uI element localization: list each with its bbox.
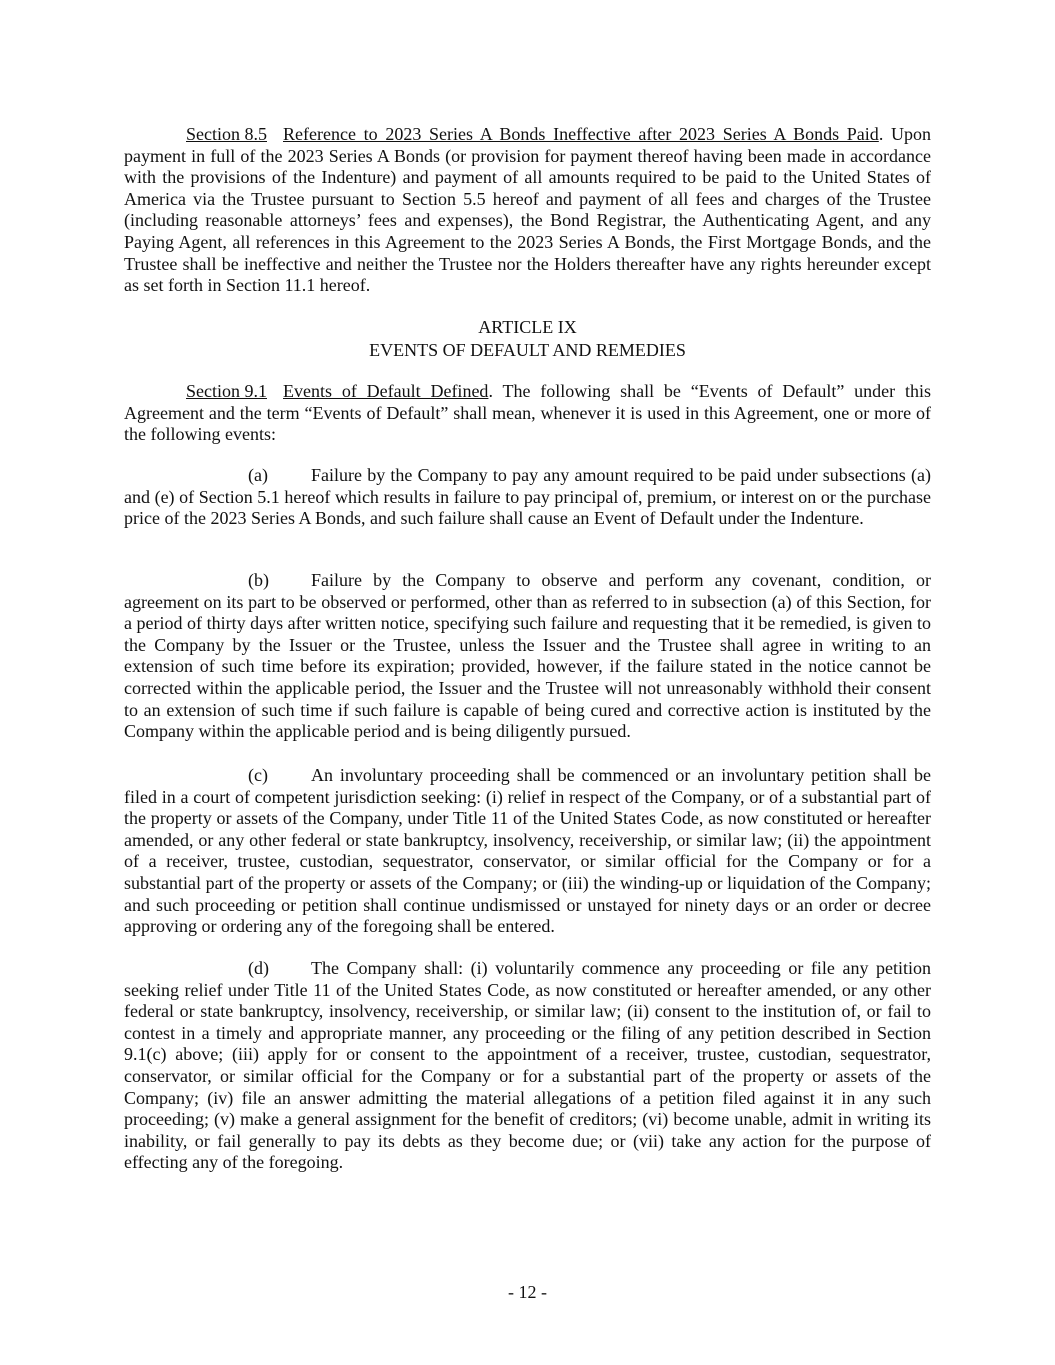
section-number-text: Section 9.1 [186,381,267,401]
section-body: . The following shall be “Events of Default” under this Agreement and the term “Events of Default” shall mean, whenever it is used in this Agreement, one or more of the following events: [124,381,931,445]
section-number-text: Section 8.5 [186,124,267,144]
item-label: (a) [248,465,268,485]
item-a [124,465,931,530]
section-9-1 [124,381,931,446]
section-heading: Reference to 2023 Series A Bonds Ineffective after 2023 Series A Bonds Paid [283,124,879,144]
article-title: EVENTS OF DEFAULT AND REMEDIES [369,340,686,360]
item-text: Failure by the Company to pay any amount required to be paid under subsections (a) and (e) of Section 5.1 hereof which results in failure to pay principal of, premium, or interest on or the purchase price of the 2023 Series A Bonds, and such failure shall cause an Event of Default under the Indenture. [124,465,931,529]
article-number: ARTICLE IX [478,317,577,337]
item-text: The Company shall: (i) voluntarily commence any proceeding or file any petition seeking relief under Title 11 of the United States Code, as now constituted or hereafter amended, or any other federal or state bankruptcy, insolvency, receivership, or similar law; (ii) consent to the institution of, or fail to contest in a timely and appropriate manner, any proceeding or the filing of any petition described in Section 9.1(c) above; (iii) apply for or consent to the appointment of a receiver, trustee, custodian, sequestrator, conservator, or similar official for the Company or for a substantial part of the property or assets of the Company; (iv) file an answer admitting the material allegations of a petition filed against it in any such proceeding; (v) make a general assignment for the benefit of creditors; (vi) become unable, admit in writing its inability, or fail generally to pay its debts as they become due; or (vii) take any action for the purpose of effecting any of the foregoing. [124,958,931,1173]
item-label: (d) [248,958,269,978]
section-body: . Upon payment in full of the 2023 Series A Bonds (or provision for payment thereof having been made in accordance with the provisions of the Indenture) and payment of all amounts required to be paid to the United States of America via the Trustee pursuant to Section 5.5 hereof and payment of all fees and charges of the Trustee (including reasonable attorneys’ fees and expenses), the Bond Registrar, the Authenticating Agent, and any Paying Agent, all references in this Agreement to the 2023 Series A Bonds, the First Mortgage Bonds, and the Trustee shall be ineffective and neither the Trustee nor the Holders thereafter have any rights hereunder except as set forth in Section 11.1 hereof. [124,124,931,296]
item-text: An involuntary proceeding shall be commenced or an involuntary petition shall be filed in a court of competent jurisdiction seeking: (i) relief in respect of the Company, or of a substantial part of the property or assets of the Company, under Title 11 of the United States Code, as now constituted or hereafter amended, or any other federal or state bankruptcy, insolvency, receivership, or similar law; (ii) the appointment of a receiver, trustee, custodian, sequestrator, conservator, or similar official for the Company or for a substantial part of the property or assets of the Company; or (iii) the winding-up or liquidation of the Company; and such proceeding or petition shall continue undismissed or unstayed for ninety days or an order or decree approving or ordering any of the foregoing shall be entered. [124,765,931,937]
section-number [186,124,283,146]
section-number [186,381,283,403]
item-text: Failure by the Company to observe and perform any covenant, condition, or agreement on its part to be observed or performed, other than as referred to in subsection (a) of this Section, for a period of thirty days after written notice, specifying such failure and requesting that it be remedied, is given to the Company by the Issuer or the Trustee, unless the Issuer and the Trustee shall agree in writing to an extension of such time before its expiration; provided, however, if the failure stated in the notice cannot be corrected within the applicable period, the Issuer and the Trustee will not unreasonably withhold their consent to an extension of such time if such failure is capable of being cured and corrective action is instituted by the Company within the applicable period and is being diligently pursued. [124,570,931,742]
item-d [124,958,931,1174]
page-number: - 12 - [508,1282,547,1302]
item-label: (c) [248,765,268,785]
item-c [124,765,931,938]
item-label: (b) [248,570,269,590]
item-b [124,570,931,743]
section-8-5 [124,124,931,297]
section-heading: Events of Default Defined [283,381,489,401]
